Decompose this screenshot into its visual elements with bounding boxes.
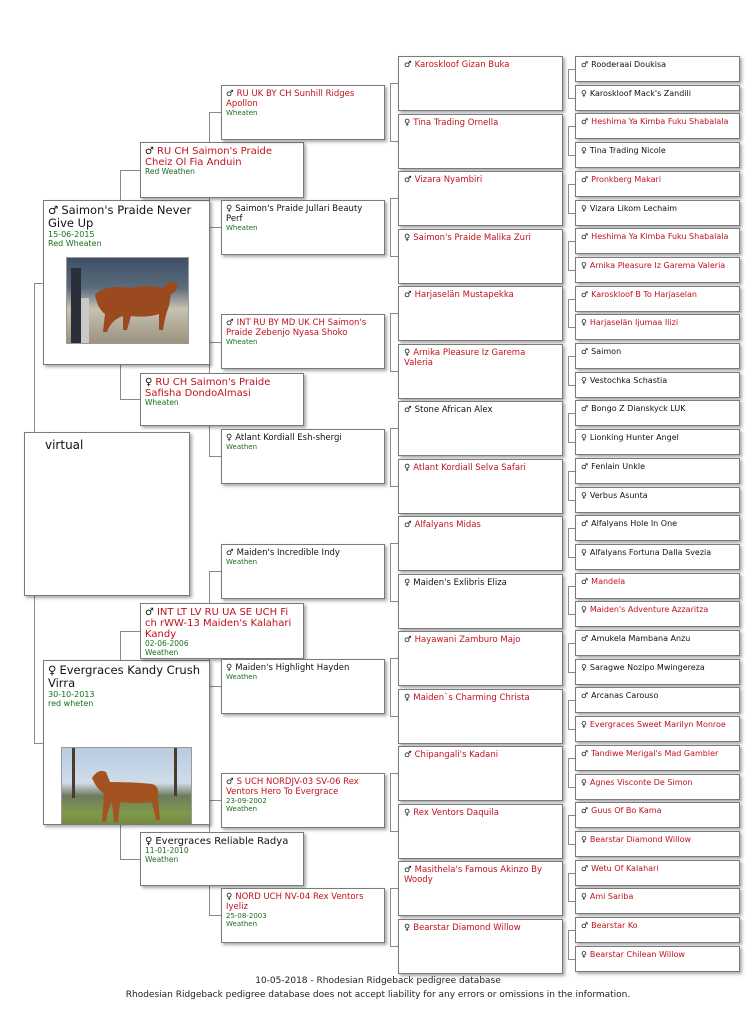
connector-line xyxy=(568,442,575,443)
sire-color: Red Wheaten xyxy=(48,239,102,248)
connector-line xyxy=(568,815,575,816)
male-icon: ♂ xyxy=(404,175,412,185)
ancestor-name-link[interactable]: ♀ Agnes Visconte De Simon xyxy=(581,778,693,787)
ancestor-name-link[interactable]: ♂ RU UK BY CH Sunhill Ridges Apollon xyxy=(226,89,355,109)
connector-line xyxy=(568,787,575,788)
female-icon: ♀ xyxy=(404,233,411,243)
g5-ancestor-box[interactable] xyxy=(575,601,740,627)
g3-ancestor-box[interactable] xyxy=(221,544,385,599)
g5-ancestor-box[interactable] xyxy=(575,745,740,771)
connector-line xyxy=(568,528,575,529)
female-icon: ♀ xyxy=(48,663,57,677)
connector-line xyxy=(568,901,575,902)
connector-line xyxy=(568,356,569,385)
connector-line xyxy=(209,112,221,113)
ancestor-name-link[interactable]: ♂ Karoskloof B To Harjaselan xyxy=(581,290,697,299)
connector-line xyxy=(568,413,569,442)
connector-line xyxy=(209,915,221,916)
g5-ancestor-box[interactable] xyxy=(575,860,740,886)
g4-ancestor-box[interactable] xyxy=(398,344,563,399)
ancestor-name-link[interactable]: ♂ INT RU BY MD UK CH Saimon's Praide Zebenjo Nyasa Shoko xyxy=(226,318,367,338)
connector-line xyxy=(568,241,569,270)
ancestor-name-link[interactable]: ♀ Ami Sariba xyxy=(581,892,634,901)
sire-box[interactable] xyxy=(43,200,210,365)
connector-line xyxy=(390,946,398,947)
connector-line xyxy=(390,773,398,774)
g5-ancestor-box[interactable] xyxy=(575,946,740,972)
g5-ancestor-box[interactable] xyxy=(575,544,740,570)
female-icon: ♀ xyxy=(404,923,411,933)
sire-photo xyxy=(66,257,189,344)
connector-line xyxy=(209,456,221,457)
ancestor-name-link[interactable]: ♂ Guus Of Bo Kama xyxy=(581,806,662,815)
ancestor-name-link[interactable]: ♀ Arnika Pleasure Iz Garema Valeria xyxy=(581,261,726,270)
male-icon: ♂ xyxy=(581,921,589,930)
connector-line xyxy=(390,888,398,889)
female-icon: ♀ xyxy=(404,118,411,128)
ancestor-name-link[interactable]: ♀ Karoskloof Mack's Zandili xyxy=(581,89,691,98)
connector-line xyxy=(568,69,569,98)
g5-ancestor-box[interactable] xyxy=(575,171,740,197)
g5-ancestor-box[interactable] xyxy=(575,458,740,484)
connector-line xyxy=(120,859,140,860)
g3-ancestor-box[interactable] xyxy=(221,429,385,484)
connector-line xyxy=(568,700,575,701)
connector-line xyxy=(568,758,569,787)
ancestor-name-link[interactable]: ♀ Bearstar Chilean Willow xyxy=(581,950,685,959)
female-icon: ♀ xyxy=(581,778,587,787)
ancestor-color: Weathen xyxy=(226,673,258,681)
ancestor-name-link[interactable]: ♂ INT LT LV RU UA SE UCH Fi ch rWW-13 Maiden's Kalahari Kandy xyxy=(145,607,292,640)
ancestor-name-link[interactable]: ♀ Bearstar Diamond Willow xyxy=(581,835,692,844)
ancestor-name-link[interactable]: ♀ Alfalyans Fortuna Dalla Svezia xyxy=(581,548,712,557)
ancestor-color: Wheaten xyxy=(226,224,258,232)
female-icon: ♀ xyxy=(581,146,587,155)
connector-line xyxy=(568,471,575,472)
g5-ancestor-box[interactable] xyxy=(575,487,740,513)
g5-ancestor-box[interactable] xyxy=(575,917,740,943)
dam-color: red wheten xyxy=(48,699,94,708)
g5-ancestor-box[interactable] xyxy=(575,515,740,541)
male-icon: ♂ xyxy=(581,691,589,700)
ancestor-name-link[interactable]: ♀ Bearstar Diamond Willow xyxy=(404,923,521,933)
subject-box[interactable] xyxy=(24,432,190,596)
male-icon: ♂ xyxy=(404,520,412,530)
connector-line xyxy=(568,299,569,327)
g3-ancestor-box[interactable] xyxy=(221,888,385,943)
connector-line xyxy=(209,227,221,228)
ancestor-name-link[interactable]: ♀ RU CH Saimon's Praide Safisha DondoAlmasi xyxy=(145,377,271,399)
g5-ancestor-box[interactable] xyxy=(575,343,740,369)
female-icon: ♀ xyxy=(581,663,587,672)
connector-line xyxy=(568,930,575,931)
female-icon: ♀ xyxy=(581,835,587,844)
connector-line xyxy=(120,399,140,400)
ancestor-name-link[interactable]: ♀ Vizara Likom Lechaim xyxy=(581,204,678,213)
g4-ancestor-box[interactable] xyxy=(398,171,563,226)
ancestor-name-link[interactable]: ♂ Arcanas Carouso xyxy=(581,691,659,700)
g5-ancestor-box[interactable] xyxy=(575,286,740,312)
connector-line xyxy=(390,543,398,544)
male-icon: ♂ xyxy=(581,117,589,126)
connector-line xyxy=(568,758,575,759)
g5-ancestor-box[interactable] xyxy=(575,831,740,857)
ancestor-name-link[interactable]: ♂ Amukela Mambana Anzu xyxy=(581,634,691,643)
connector-line xyxy=(390,543,391,601)
ancestor-color: Wheaten xyxy=(145,398,179,407)
g5-ancestor-box[interactable] xyxy=(575,228,740,254)
female-icon: ♀ xyxy=(581,548,587,557)
male-icon: ♂ xyxy=(404,635,412,645)
ancestor-name-link[interactable]: ♂ Heshima Ya Kimba Fuku Shabalala xyxy=(581,232,729,241)
sire-name[interactable]: ♂ Saimon's Praide Never Give Up xyxy=(48,203,192,230)
subject-name: virtual xyxy=(45,438,84,452)
footer-disclaimer: Rhodesian Ridgeback pedigree database does not accept liability for any errors or omissions in the information. xyxy=(125,990,631,1000)
male-icon: ♂ xyxy=(581,864,589,873)
connector-line xyxy=(568,471,569,500)
connector-line xyxy=(209,800,221,801)
ancestor-name-link[interactable]: ♀ Maiden's Adventure Azzaritza xyxy=(581,605,709,614)
male-icon: ♂ xyxy=(581,347,589,356)
connector-line xyxy=(568,672,575,673)
male-icon: ♂ xyxy=(404,750,412,760)
footer-date-line: 10-05-2018 - Rhodesian Ridgeback pedigree database xyxy=(255,976,501,986)
female-icon: ♀ xyxy=(581,261,587,270)
connector-line xyxy=(568,959,575,960)
connector-line xyxy=(390,716,398,717)
male-icon: ♂ xyxy=(226,318,234,328)
ancestor-name-link[interactable]: ♂ Wetu Of Kalahari xyxy=(581,864,659,873)
female-icon: ♀ xyxy=(404,463,411,473)
g5-ancestor-box[interactable] xyxy=(575,802,740,828)
ancestor-name-link[interactable]: ♂ Pronkberg Makari xyxy=(581,175,662,184)
ancestor-name-link[interactable]: ♀ Atlant Kordiall Selva Safari xyxy=(404,463,526,473)
female-icon: ♀ xyxy=(226,204,233,214)
ancestor-color: Red Weathen xyxy=(145,167,195,176)
ancestor-name-link[interactable]: ♀ Maiden's Exlibris Eliza xyxy=(404,578,507,588)
connector-line xyxy=(568,844,575,845)
male-icon: ♂ xyxy=(581,232,589,241)
connector-line xyxy=(568,700,569,729)
g2-ancestor-box[interactable] xyxy=(140,373,304,426)
connector-line xyxy=(568,873,569,901)
female-icon: ♀ xyxy=(581,605,587,614)
connector-line xyxy=(568,98,575,99)
male-icon: ♂ xyxy=(404,405,412,415)
ancestor-name-link[interactable]: ♂ Saimon xyxy=(581,347,622,356)
dam-name[interactable]: ♀ Evergraces Kandy Crush Virra xyxy=(48,663,200,690)
ancestor-birth-date: 11-01-2010 xyxy=(145,846,189,855)
female-icon: ♀ xyxy=(581,318,587,327)
connector-line xyxy=(390,773,391,831)
male-icon: ♂ xyxy=(581,290,589,299)
g5-ancestor-box[interactable] xyxy=(575,630,740,656)
male-icon: ♂ xyxy=(48,203,59,217)
connector-line xyxy=(568,241,575,242)
g5-ancestor-box[interactable] xyxy=(575,142,740,168)
connector-line xyxy=(209,342,221,343)
ancestor-name-link[interactable]: ♂ Heshima Ya Kimba Fuku Shabalala xyxy=(581,117,729,126)
connector-line xyxy=(568,413,575,414)
connector-line xyxy=(568,930,569,959)
ancestor-name-link[interactable]: ♂ Alfalyans Hole In One xyxy=(581,519,678,528)
connector-line xyxy=(390,198,391,256)
connector-line xyxy=(568,184,569,213)
connector-line xyxy=(390,83,398,84)
g4-ancestor-box[interactable] xyxy=(398,574,563,629)
female-icon: ♀ xyxy=(226,892,233,902)
ancestor-name-link[interactable]: ♀ Rex Ventors Daquila xyxy=(404,808,499,818)
connector-line xyxy=(568,270,575,271)
g4-ancestor-box[interactable] xyxy=(398,861,563,916)
ancestor-name-link[interactable]: ♂ Tandiwe Merigal's Mad Gambler xyxy=(581,749,719,758)
female-icon: ♀ xyxy=(581,204,587,213)
g3-ancestor-box[interactable] xyxy=(221,200,385,255)
ancestor-name-link[interactable]: ♂ Bearstar Ko xyxy=(581,921,638,930)
ancestor-name-link[interactable]: ♂ Harjaselän Mustapekka xyxy=(404,290,514,300)
g5-ancestor-box[interactable] xyxy=(575,257,740,283)
male-icon: ♂ xyxy=(226,89,234,99)
ancestor-name-link[interactable]: ♂ Vizara Nyambiri xyxy=(404,175,483,185)
ancestor-color: Wheaten xyxy=(226,109,258,117)
g5-ancestor-box[interactable] xyxy=(575,400,740,426)
g4-ancestor-box[interactable] xyxy=(398,56,563,111)
ancestor-name-link[interactable]: ♂ Masithela's Famous Akinzo By Woody xyxy=(404,865,542,885)
ancestor-name-link[interactable]: ♀ Vestochka Schastia xyxy=(581,376,668,385)
ancestor-name-link[interactable]: ♂ Alfalyans Midas xyxy=(404,520,481,530)
sire-date: 15-06-2015 xyxy=(48,230,95,239)
connector-line xyxy=(390,428,391,486)
g2-ancestor-box[interactable] xyxy=(140,832,304,886)
ancestor-color: Weathen xyxy=(226,558,258,566)
female-icon: ♀ xyxy=(404,808,411,818)
ancestor-name-link[interactable]: ♂ Mandela xyxy=(581,577,626,586)
dam-box[interactable] xyxy=(43,660,210,825)
female-icon: ♀ xyxy=(404,348,411,358)
g5-ancestor-box[interactable] xyxy=(575,85,740,111)
male-icon: ♂ xyxy=(404,60,412,70)
g4-ancestor-box[interactable] xyxy=(398,631,563,686)
male-icon: ♂ xyxy=(581,404,589,413)
g5-ancestor-box[interactable] xyxy=(575,659,740,685)
male-icon: ♂ xyxy=(226,777,234,787)
ancestor-name-link[interactable]: ♂ Chipangali's Kadani xyxy=(404,750,499,760)
connector-line xyxy=(390,658,391,716)
female-icon: ♀ xyxy=(581,892,587,901)
ancestor-name-link[interactable]: ♂ Maiden's Incredible Indy xyxy=(226,548,340,558)
connector-line xyxy=(568,126,575,127)
female-icon: ♀ xyxy=(581,491,587,500)
connector-line xyxy=(390,83,391,141)
g4-ancestor-box[interactable] xyxy=(398,401,563,456)
connector-line xyxy=(390,486,398,487)
dam-photo xyxy=(61,747,192,825)
ancestor-name-link[interactable]: ♀ Evergraces Reliable Radya xyxy=(145,836,289,847)
connector-line xyxy=(568,385,575,386)
female-icon: ♀ xyxy=(404,693,411,703)
connector-line xyxy=(568,643,575,644)
g2-ancestor-box[interactable] xyxy=(140,142,304,198)
male-icon: ♂ xyxy=(581,60,589,69)
connector-line xyxy=(568,155,575,156)
ancestor-name-link[interactable]: ♀ Maiden`s Charming Christa xyxy=(404,693,530,703)
ancestor-name-link[interactable]: ♀ Harjaselän Ijumaa Ilizi xyxy=(581,318,679,327)
g3-ancestor-box[interactable] xyxy=(221,773,385,828)
ancestor-color: Weathen xyxy=(226,805,258,813)
connector-line xyxy=(568,729,575,730)
connector-line xyxy=(390,371,398,372)
g5-ancestor-box[interactable] xyxy=(575,573,740,599)
connector-line xyxy=(568,586,575,587)
connector-line xyxy=(120,631,140,632)
g5-ancestor-box[interactable] xyxy=(575,314,740,340)
male-icon: ♂ xyxy=(581,462,589,471)
connector-line xyxy=(390,198,398,199)
g4-ancestor-box[interactable] xyxy=(398,516,563,571)
connector-line xyxy=(120,170,140,171)
ancestor-name-link[interactable]: ♀ Verbus Asunta xyxy=(581,491,648,500)
connector-line xyxy=(390,428,398,429)
connector-line xyxy=(390,256,398,257)
ancestor-color: Wheaten xyxy=(226,338,258,346)
female-icon: ♀ xyxy=(581,89,587,98)
male-icon: ♂ xyxy=(581,519,589,528)
g5-ancestor-box[interactable] xyxy=(575,56,740,82)
ancestor-birth-date: 02-06-2006 xyxy=(145,639,189,648)
connector-line xyxy=(568,126,569,155)
connector-line xyxy=(390,888,391,946)
ancestor-name-link[interactable]: ♂ Karoskloof Gizan Buka xyxy=(404,60,510,70)
male-icon: ♂ xyxy=(145,146,154,157)
ancestor-color: Weathen xyxy=(226,443,258,451)
connector-line xyxy=(568,873,575,874)
female-icon: ♀ xyxy=(404,578,411,588)
connector-line xyxy=(568,327,575,328)
g3-ancestor-box[interactable] xyxy=(221,659,385,714)
connector-line xyxy=(568,643,569,672)
g3-ancestor-box[interactable] xyxy=(221,85,385,140)
g4-ancestor-box[interactable] xyxy=(398,804,563,859)
female-icon: ♀ xyxy=(581,720,587,729)
ancestor-name-link[interactable]: ♀ Evergraces Sweet Marilyn Monroe xyxy=(581,720,726,729)
ancestor-name-link[interactable]: ♂ Rooderaai Doukisa xyxy=(581,60,667,69)
g5-ancestor-box[interactable] xyxy=(575,687,740,713)
g3-ancestor-box[interactable] xyxy=(221,314,385,369)
ancestor-name-link[interactable]: ♀ Atlant Kordiall Esh-shergi xyxy=(226,433,342,443)
connector-line xyxy=(568,213,575,214)
g5-ancestor-box[interactable] xyxy=(575,716,740,742)
g5-ancestor-box[interactable] xyxy=(575,774,740,800)
ancestor-name-link[interactable]: ♀ Arnika Pleasure Iz Garema Valeria xyxy=(404,348,526,368)
female-icon: ♀ xyxy=(226,663,233,673)
g4-ancestor-box[interactable] xyxy=(398,459,563,514)
ancestor-name-link[interactable]: ♀ NORD UCH NV-04 Rex Ventors Iyeliz xyxy=(226,892,364,912)
female-icon: ♀ xyxy=(581,950,587,959)
connector-line xyxy=(568,614,575,615)
male-icon: ♂ xyxy=(581,806,589,815)
g4-ancestor-box[interactable] xyxy=(398,919,563,974)
g5-ancestor-box[interactable] xyxy=(575,200,740,226)
ancestor-name-link[interactable]: ♂ Stone African Alex xyxy=(404,405,493,415)
ancestor-name-link[interactable]: ♀ Saimon's Praide Jullari Beauty Perf xyxy=(226,204,363,224)
ancestor-birth-date: 25-08-2003 xyxy=(226,912,267,920)
g4-ancestor-box[interactable] xyxy=(398,286,563,341)
connector-line xyxy=(568,356,575,357)
g2-ancestor-box[interactable] xyxy=(140,603,304,659)
ancestor-name-link[interactable]: ♀ Saimon's Praide Malika Zuri xyxy=(404,233,531,243)
connector-line xyxy=(390,658,398,659)
male-icon: ♂ xyxy=(404,865,412,875)
connector-line xyxy=(568,184,575,185)
connector-line xyxy=(568,69,575,70)
ancestor-birth-date: 23-09-2002 xyxy=(226,797,267,805)
dam-date: 30-10-2013 xyxy=(48,690,95,699)
male-icon: ♂ xyxy=(226,548,234,558)
ancestor-name-link[interactable]: ♂ Fenlain Unkle xyxy=(581,462,645,471)
male-icon: ♂ xyxy=(581,577,589,586)
ancestor-name-link[interactable]: ♂ RU CH Saimon's Praide Cheiz Ol Fia Anduin xyxy=(145,146,273,168)
g5-ancestor-box[interactable] xyxy=(575,888,740,914)
female-icon: ♀ xyxy=(581,433,587,442)
female-icon: ♀ xyxy=(581,376,587,385)
male-icon: ♂ xyxy=(581,634,589,643)
male-icon: ♂ xyxy=(581,175,589,184)
ancestor-name-link[interactable]: ♀ Saragwe Nozipo Mwingereza xyxy=(581,663,705,672)
ancestor-color: Weathen xyxy=(226,920,258,928)
g4-ancestor-box[interactable] xyxy=(398,689,563,744)
ancestor-name-link[interactable]: ♂ Hayawani Zamburo Majo xyxy=(404,635,521,645)
connector-line xyxy=(568,299,575,300)
connector-line xyxy=(390,313,398,314)
g4-ancestor-box[interactable] xyxy=(398,229,563,284)
ancestor-name-link[interactable]: ♀ Tina Trading Ornella xyxy=(404,118,499,128)
g5-ancestor-box[interactable] xyxy=(575,429,740,455)
male-icon: ♂ xyxy=(581,749,589,758)
ancestor-name-link[interactable]: ♂ S UCH NORDJV-03 SV-06 Rex Ventors Hero To Evergrace xyxy=(226,777,359,797)
ancestor-name-link[interactable]: ♂ Bongo Z Dianskyck LUK xyxy=(581,404,686,413)
connector-line xyxy=(568,815,569,844)
ancestor-color: Weathen xyxy=(145,854,179,864)
female-icon: ♀ xyxy=(145,377,153,388)
connector-line xyxy=(390,313,391,371)
ancestor-name-link[interactable]: ♀ Maiden's Highlight Hayden xyxy=(226,663,350,673)
female-icon: ♀ xyxy=(226,433,233,443)
connector-line xyxy=(390,601,398,602)
connector-line xyxy=(209,686,221,687)
male-icon: ♂ xyxy=(404,290,412,300)
ancestor-name-link[interactable]: ♀ Tina Trading Nicole xyxy=(581,146,666,155)
ancestor-name-link[interactable]: ♀ Lionking Hunter Angel xyxy=(581,433,679,442)
ancestor-color: Weathen xyxy=(145,647,179,657)
male-icon: ♂ xyxy=(145,607,154,618)
connector-line xyxy=(568,528,569,557)
g5-ancestor-box[interactable] xyxy=(575,372,740,398)
g4-ancestor-box[interactable] xyxy=(398,114,563,169)
connector-line xyxy=(568,557,575,558)
connector-line xyxy=(568,500,575,501)
female-icon: ♀ xyxy=(145,836,153,847)
connector-line xyxy=(568,586,569,614)
connector-line xyxy=(390,141,398,142)
g5-ancestor-box[interactable] xyxy=(575,113,740,139)
connector-line xyxy=(390,831,398,832)
g4-ancestor-box[interactable] xyxy=(398,746,563,801)
connector-line xyxy=(209,571,221,572)
